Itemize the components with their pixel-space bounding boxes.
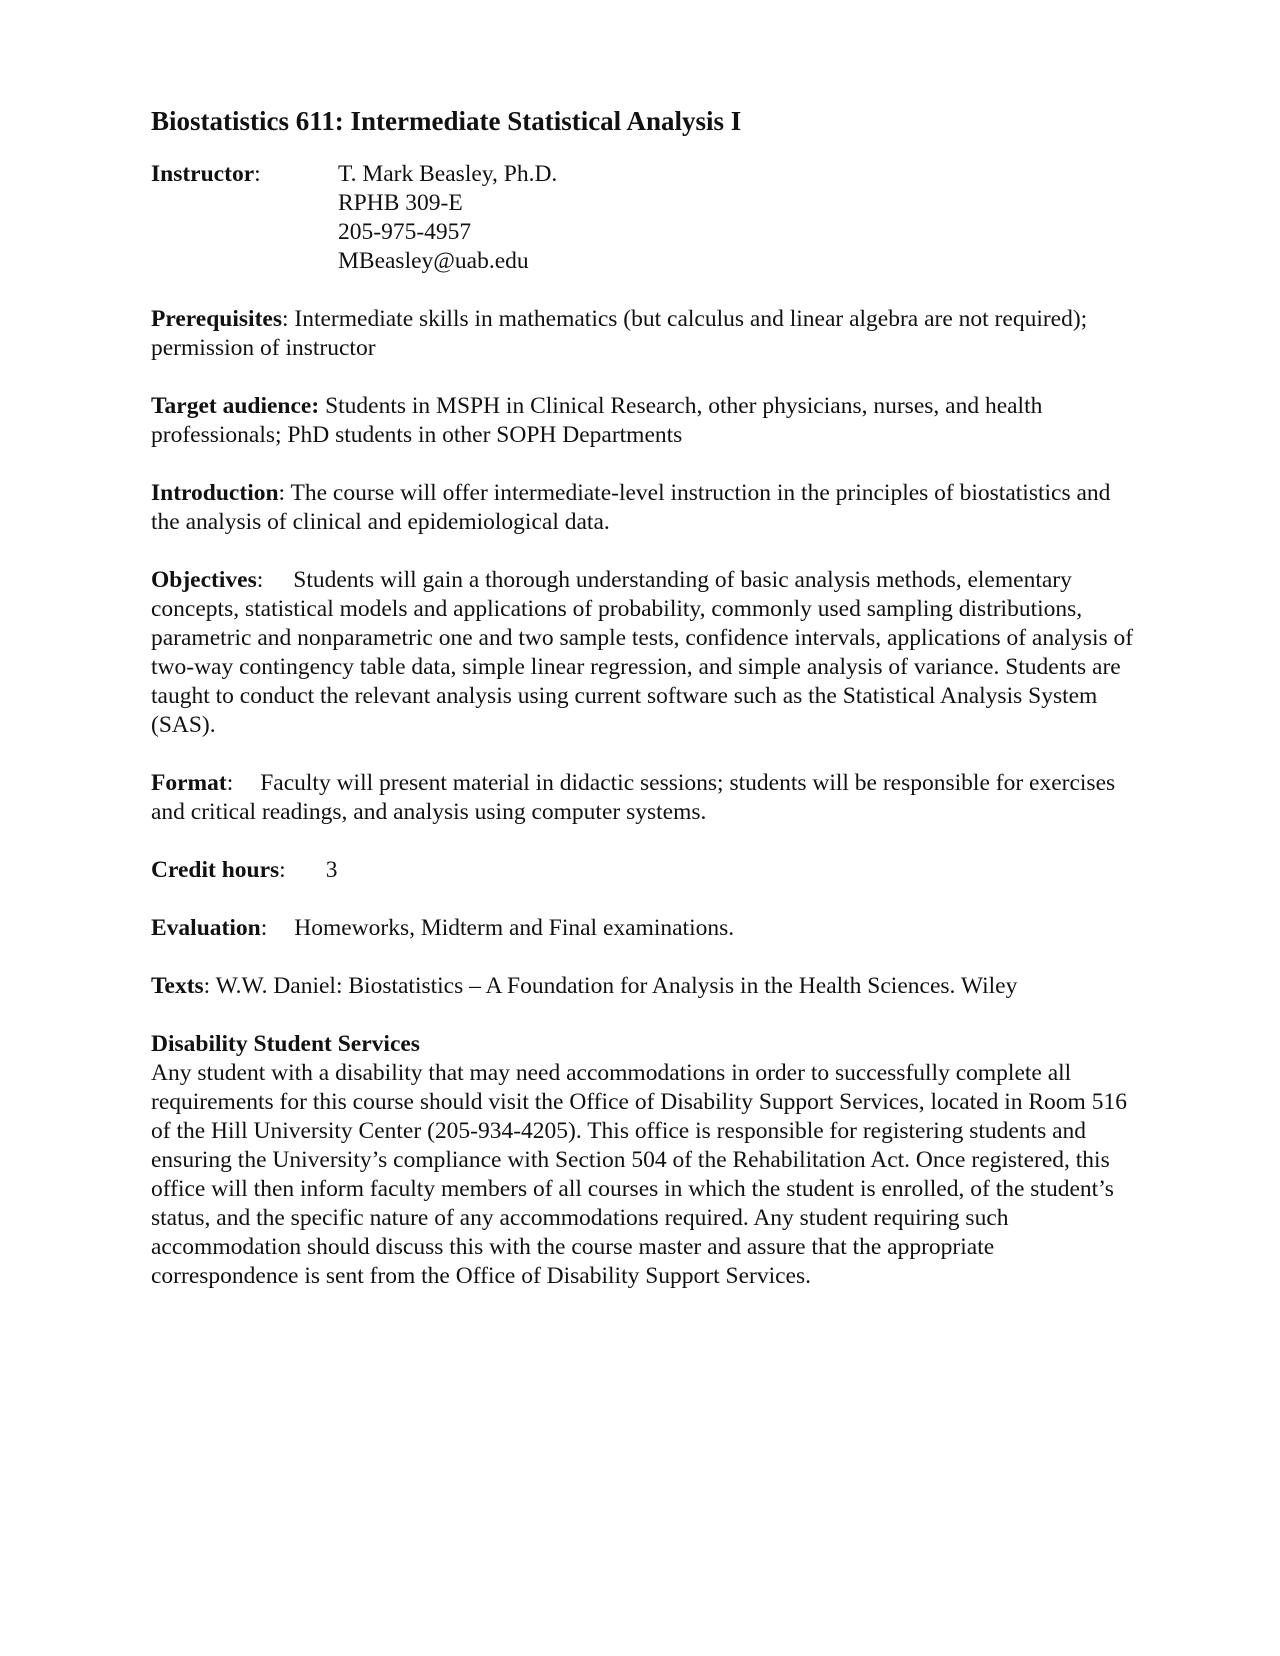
evaluation-colon: : [260, 915, 268, 941]
instructor-phone: 205-975-4957 [338, 219, 472, 245]
texts-text: : W.W. Daniel: Biostatistics – A Foundation for Analysis in the Health Sciences. Wiley [203, 973, 1018, 999]
evaluation-label: Evaluation [151, 915, 261, 941]
introduction-label: Introduction [151, 480, 279, 506]
syllabus-page [151, 104, 1141, 1320]
disability-heading: Disability Student Services [151, 1031, 420, 1057]
objectives-colon: : [256, 567, 264, 593]
format-label: Format [151, 770, 227, 796]
credit-hours-colon: : [279, 857, 286, 883]
introduction-section [151, 479, 1141, 537]
texts-section [151, 972, 1141, 1001]
page-title: Biostatistics 611: Intermediate Statistical Analysis I [151, 106, 742, 136]
target-audience-label: Target audience: [151, 393, 320, 419]
instructor-office: RPHB 309-E [338, 190, 463, 216]
objectives-section [151, 566, 1141, 740]
instructor-colon: : [254, 161, 261, 187]
texts-label: Texts [151, 973, 204, 999]
prerequisites-text: : Intermediate skills in mathematics (but calculus and linear algebra are not required); permission of instructor [151, 306, 1088, 361]
prerequisites-label: Prerequisites [151, 306, 282, 332]
evaluation-section [151, 914, 1141, 943]
instructor-label: Instructor [151, 161, 255, 187]
format-colon: : [226, 770, 234, 796]
disability-section [151, 1030, 1141, 1291]
instructor-section [151, 160, 1141, 276]
evaluation-text: Homeworks, Midterm and Final examinations. [294, 915, 735, 941]
disability-text: Any student with a disability that may need accommodations in order to successfully complete all requirements for this course should visit the Office of Disability Support Services, located in Room 516 of the Hill University Center (205-934-4205). This office is responsible for registering students and ensuring the University’s compliance with Section 504 of the Rehabilitation Act. Once registered, this office will then inform faculty members of all courses in which the student is enrolled, of the student’s status, and the specific nature of any accommodations required. Any student requiring such accommodation should discuss this with the course master and assure that the appropriate correspondence is sent from the Office of Disability Support Services. [151, 1060, 1127, 1289]
target-audience-text: Students in MSPH in Clinical Research, other physicians, nurses, and health professionals; PhD students in other SOPH Departments [151, 393, 1043, 448]
instructor-name: T. Mark Beasley, Ph.D. [338, 161, 558, 187]
objectives-text: Students will gain a thorough understanding of basic analysis methods, elementary concepts, statistical models and applications of probability, commonly used sampling distributions, parametric and nonparametric one and two sample tests, confidence intervals, applications of analysis of two-way contingency table data, simple linear regression, and simple analysis of variance. Students are taught to conduct the relevant analysis using current software such as the Statistical Analysis System (SAS). [151, 567, 1134, 738]
instructor-email: MBeasley@uab.edu [338, 248, 529, 274]
format-text: Faculty will present material in didactic sessions; students will be responsible for exercises and critical readings, and analysis using computer systems. [151, 770, 1116, 825]
introduction-text: : The course will offer intermediate-level instruction in the principles of biostatistics and the analysis of clinical and epidemiological data. [151, 480, 1111, 535]
objectives-label: Objectives [151, 567, 257, 593]
prerequisites-section [151, 305, 1141, 363]
credit-hours-section [151, 856, 1141, 885]
target-audience-section [151, 392, 1141, 450]
instructor-label-group [151, 160, 261, 189]
instructor-details [338, 160, 557, 276]
credit-hours-value: 3 [325, 857, 338, 883]
format-section [151, 769, 1141, 827]
credit-hours-label: Credit hours [151, 857, 280, 883]
